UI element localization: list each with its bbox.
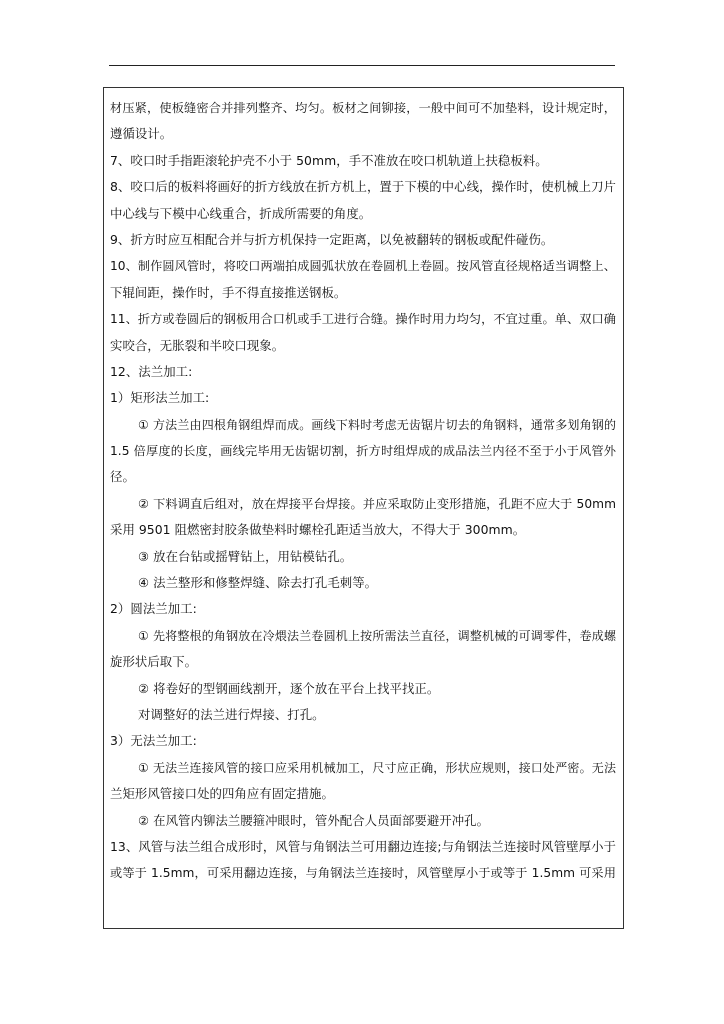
text-line: ① 方法兰由四根角钢组焊而成。画线下料时考虑无齿锯片切去的角钢料，通常多划角钢的 — [138, 417, 616, 432]
text-line: 中心线与下模中心线重合，折成所需要的角度。 — [110, 205, 372, 221]
text-line: 或等于 1.5mm，可采用翻边连接，与角钢法兰连接时，风管壁厚小于或等于 1.5mm 可采用 — [110, 866, 616, 881]
subsection-heading: 1）矩形法兰加工: — [110, 390, 210, 406]
text-line: ② 将卷好的型钢画线割开，逐个放在平台上找平找正。 — [138, 680, 440, 696]
content-box — [103, 87, 624, 929]
subsection-heading: 3）无法兰加工: — [110, 733, 197, 749]
text-line: 采用 9501 阻燃密封胶条做垫料时螺栓孔距适当放大，不得大于 300mm。 — [110, 522, 526, 538]
text-line: 材压紧，使板缝密合并排列整齐、均匀。板材之间铆接，一般中间可不加垫料，设计规定时， — [110, 101, 616, 115]
section-heading: 12、法兰加工: — [110, 363, 193, 379]
text-line: 遵循设计。 — [110, 126, 173, 142]
text-line: 对调整好的法兰进行焊接、打孔。 — [138, 706, 325, 722]
text-line: ③ 放在台钻或摇臂钻上，用钻模钻孔。 — [138, 548, 353, 564]
text-line: 7、咬口时手指距滚轮护壳不小于 50mm，手不准放在咬口机轨道上扶稳板料。 — [110, 152, 548, 168]
text-line: ① 无法兰连接风管的接口应采用机械加工，尺寸应正确，形状应规则，接口处严密。无法 — [138, 760, 616, 775]
text-line: 10、制作圆风管时，将咬口两端拍成圆弧状放在卷圆机上卷圆。按风管直径规格适当调整上、 — [110, 259, 616, 274]
text-line: 13、风管与法兰组合成形时，风管与角钢法兰可用翻边连接;与角钢法兰连接时风管壁厚小于 — [110, 838, 616, 854]
subsection-heading: 2）圆法兰加工: — [110, 601, 197, 617]
text-line: ④ 法兰整形和修整焊缝、除去打孔毛刺等。 — [138, 575, 378, 591]
text-line: 11、折方或卷圆后的钢板用合口机或手工进行合缝。操作时用力均匀，不宜过重。单、双口确 — [110, 312, 616, 327]
text-line: 兰矩形风管接口处的四角应有固定措施。 — [110, 786, 334, 802]
text-line: ② 下料调直后组对，放在焊接平台焊接。并应采取防止变形措施，孔距不应大于 50mm — [138, 496, 616, 511]
text-line: 1.5 倍厚度的长度，画线完毕用无齿锯切割，折方时组焊成的成品法兰内径不至于小于风管外 — [110, 444, 616, 459]
text-line: 8、咬口后的板料将画好的折方线放在折方机上，置于下模的中心线，操作时，使机械上刀片 — [110, 179, 616, 195]
text-line: 9、折方时应互相配合并与折方机保持一定距离，以免被翻转的钢板或配件碰伤。 — [110, 231, 554, 247]
header-rule — [109, 65, 615, 66]
content-text — [110, 95, 616, 887]
text-line: 旋形状后取下。 — [110, 654, 198, 670]
text-line: ① 先将整根的角钢放在冷煨法兰卷圆机上按所需法兰直径，调整机械的可调零件，卷成螺 — [138, 628, 616, 643]
text-line: 下辊间距，操作时，手不得直接推送钢板。 — [110, 284, 347, 300]
text-line: 实咬合，无胀裂和半咬口现象。 — [110, 337, 285, 353]
text-line: 径。 — [110, 469, 135, 485]
text-line: ② 在风管内铆法兰腰箍冲眼时，管外配合人员面部要避开冲孔。 — [138, 812, 490, 828]
